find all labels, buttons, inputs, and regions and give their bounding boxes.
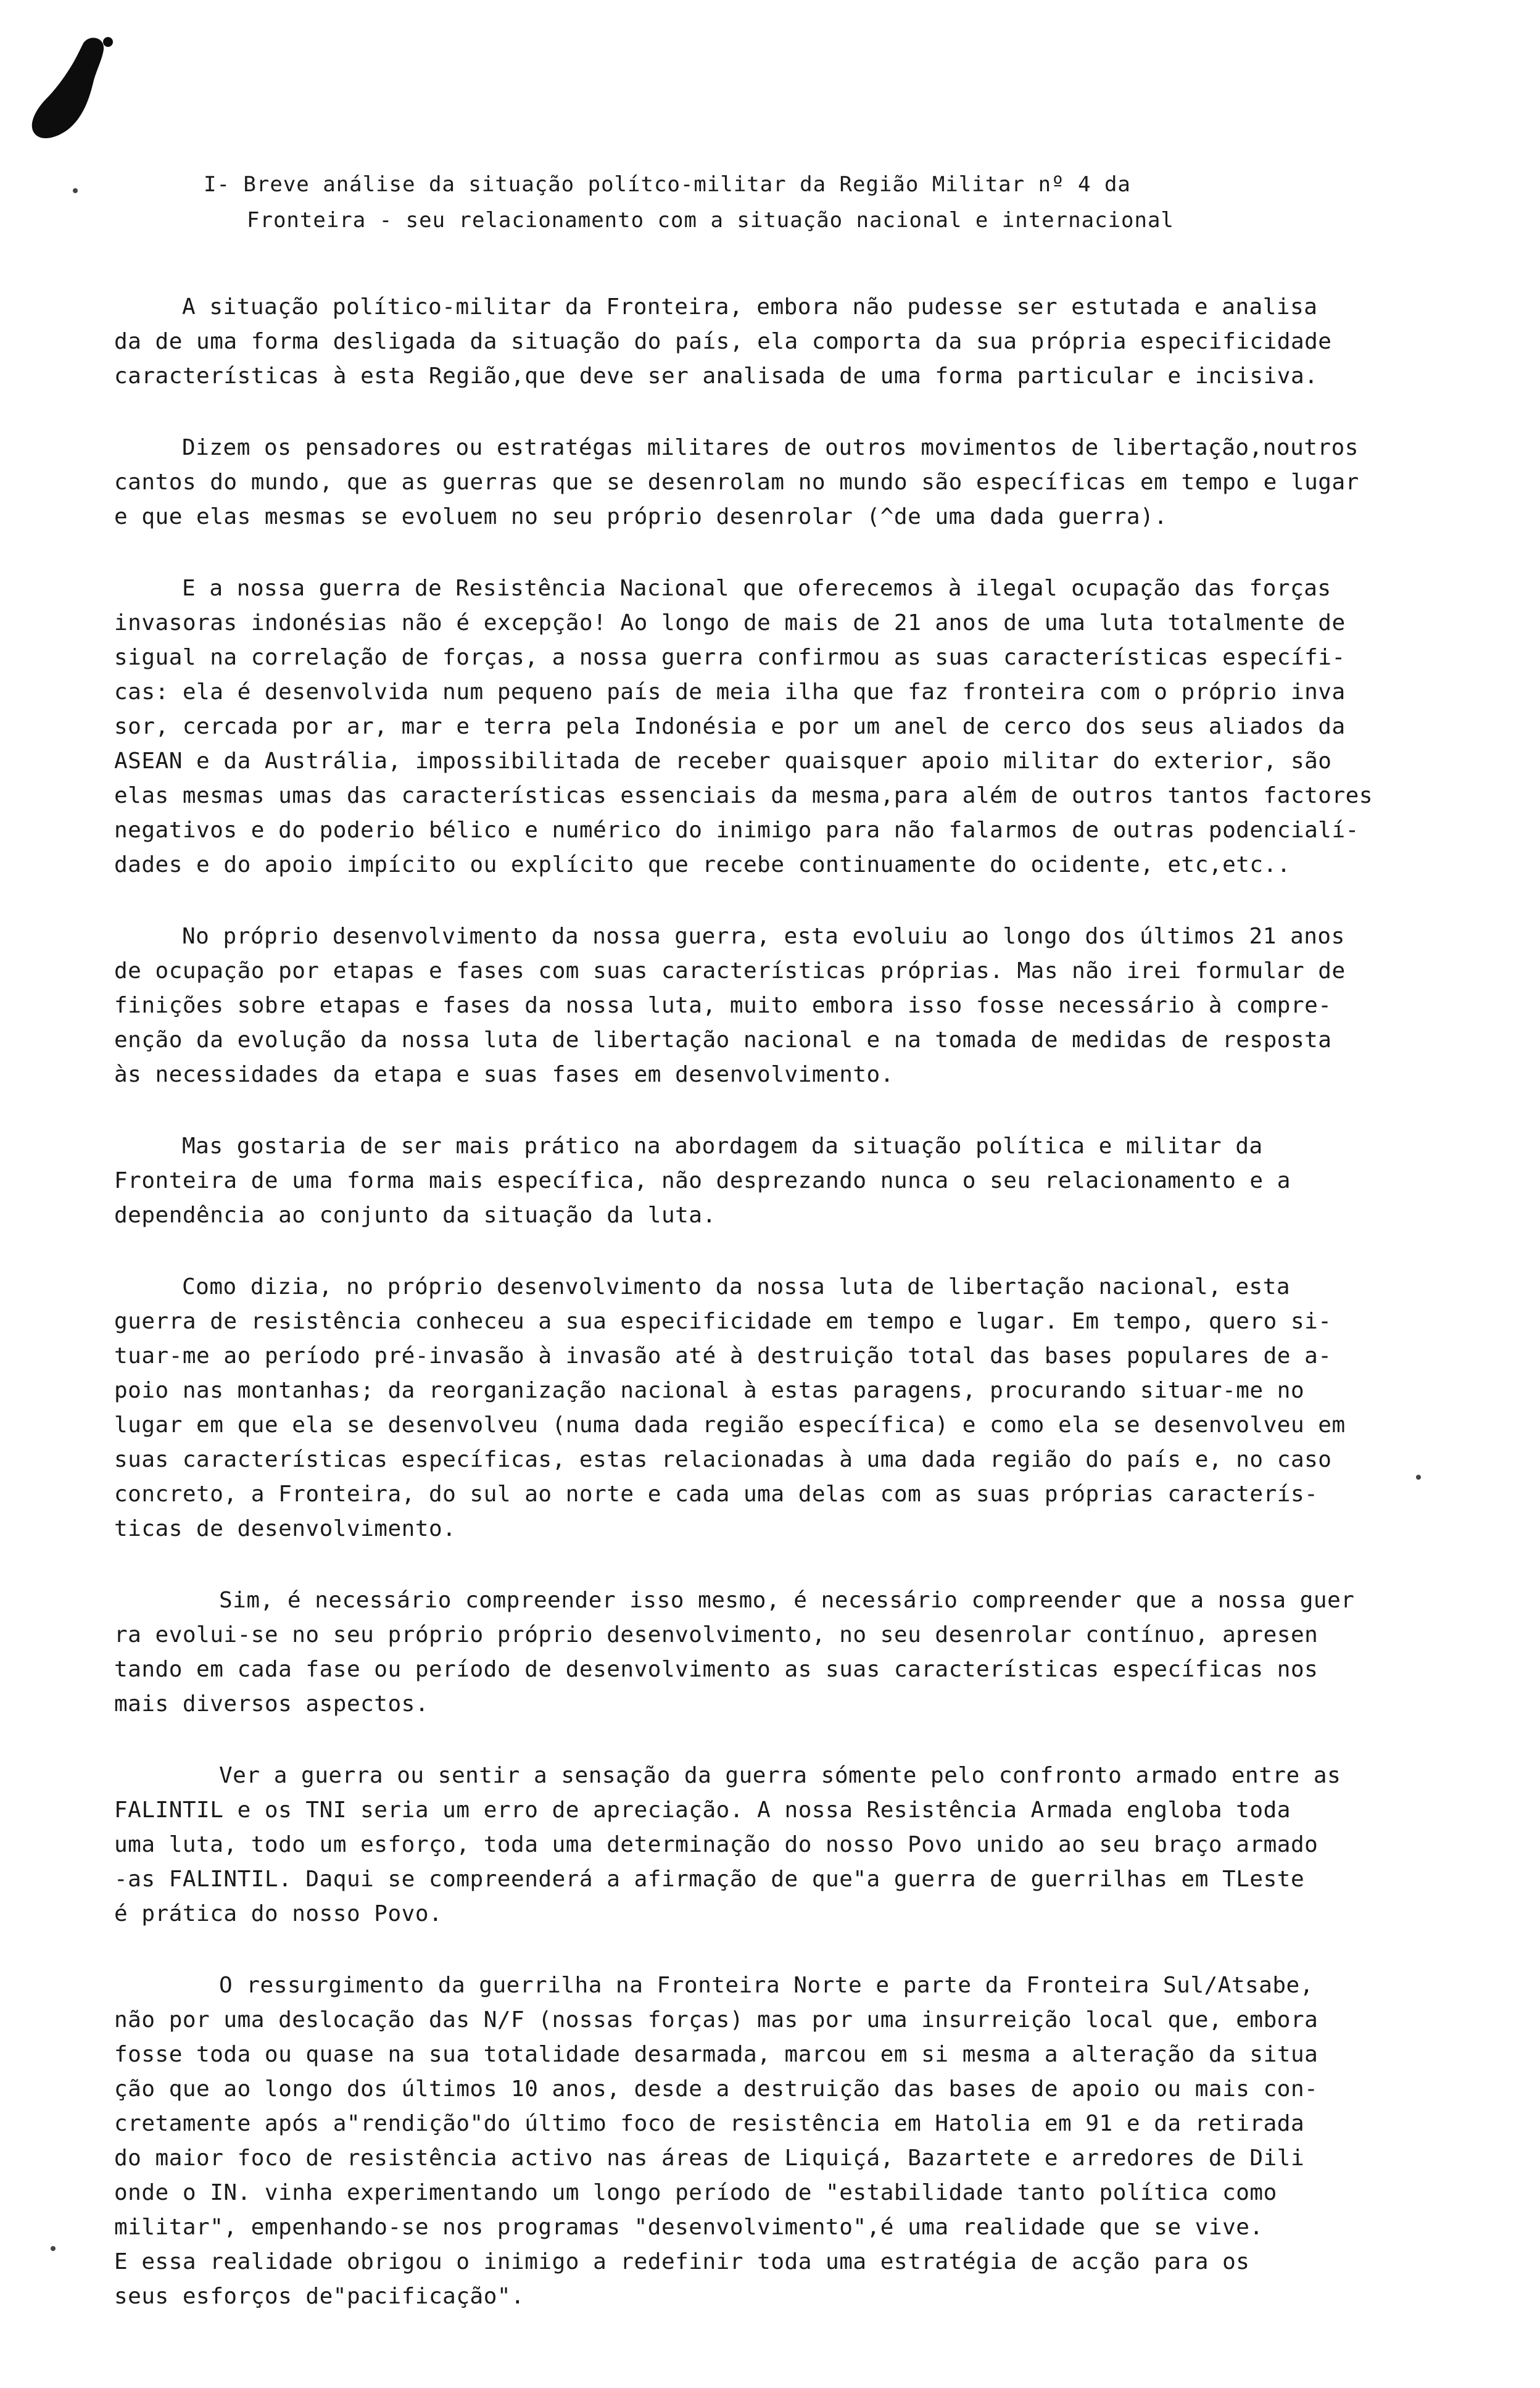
text-line: onde o IN. vinha experimentando um longo período de "estabilidade tanto política como [114, 2180, 1277, 2205]
text-line: mais diversos aspectos. [114, 1691, 429, 1717]
text-line: dependência ao conjunto da situação da luta. [114, 1203, 716, 1228]
text-line: suas características específicas, estas relacionadas à uma dada região do país e, no caso [114, 1447, 1332, 1472]
text-line: às necessidades da etapa e suas fases em desenvolvimento. [114, 1062, 894, 1087]
text-line: e que elas mesmas se evoluem no seu próprio desenrolar (^de uma dada guerra). [114, 504, 1168, 529]
text-line: ASEAN e da Austrália, impossibilitada de receber quaisquer apoio militar do exterior, são [114, 748, 1332, 774]
scan-speck [73, 188, 78, 193]
text-line: cretamente após a"rendição"do último foco de resistência em Hatolia em 91 e da retirada [114, 2111, 1305, 2136]
text-line: Fronteira de uma forma mais específica, não desprezando nunca o seu relacionamento e a [114, 1168, 1291, 1193]
text-line: ção que ao longo dos últimos 10 anos, desde a destruição das bases de apoio ou mais con- [114, 2076, 1319, 2102]
text-line: Dizem os pensadores ou estratégas militares de outros movimentos de libertação,noutros [182, 435, 1359, 460]
text-line: ra evolui-se no seu próprio próprio desenvolvimento, no seu desenrolar contínuo, apresen [114, 1622, 1319, 1648]
text-line: ticas de desenvolvimento. [114, 1516, 457, 1541]
paragraph [114, 1270, 1496, 1546]
text-line: O ressurgimento da guerrilha na Fronteira Norte e parte da Fronteira Sul/Atsabe, [219, 1973, 1314, 1998]
text-line: invasoras indonésias não é excepção! Ao longo de mais de 21 anos de uma luta totalmente de [114, 610, 1346, 636]
paragraph [114, 431, 1496, 534]
paragraph [114, 1583, 1496, 1722]
paragraph [114, 919, 1496, 1092]
text-line: militar", empenhando-se nos programas "desenvolvimento",é uma realidade que se vive. [114, 2215, 1264, 2240]
text-line: características à esta Região,que deve ser analisada de uma forma particular e incisiva. [114, 363, 1319, 389]
text-line: é prática do nosso Povo. [114, 1901, 443, 1926]
paragraph [114, 1129, 1496, 1233]
paragraph [114, 290, 1496, 394]
text-line: finições sobre etapas e fases da nossa luta, muito embora isso fosse necessário à compre- [114, 993, 1332, 1018]
scan-speck [51, 2246, 56, 2251]
text-line: tando em cada fase ou período de desenvolvimento as suas características específicas nos [114, 1657, 1319, 1682]
scan-speck [1416, 1475, 1421, 1480]
text-line: guerra de resistência conheceu a sua especificidade em tempo e lugar. Em tempo, quero si- [114, 1309, 1332, 1334]
text-line: negativos e do poderio bélico e numérico do inimigo para não falarmos de outras podencialí- [114, 818, 1359, 843]
text-line: cas: ela é desenvolvida num pequeno país de meia ilha que faz fronteira com o próprio inva [114, 679, 1346, 705]
paragraph [114, 1968, 1496, 2314]
text-line: do maior foco de resistência activo nas áreas de Liquiçá, Bazartete e arredores de Dili [114, 2145, 1305, 2171]
heading-line-1: I- Breve análise da situação polítco-militar da Região Militar nº 4 da [204, 172, 1131, 197]
text-line: sor, cercada por ar, mar e terra pela Indonésia e por um anel de cerco dos seus aliados da [114, 714, 1346, 739]
ink-blot [25, 31, 117, 154]
document-body [114, 290, 1496, 2351]
text-line: A situação político-militar da Fronteira, embora não pudesse ser estutada e analisa [182, 294, 1318, 320]
document-heading [204, 167, 1345, 238]
text-line: fosse toda ou quase na sua totalidade desarmada, marcou em si mesma a alteração da situa [114, 2042, 1319, 2067]
text-line: concreto, a Fronteira, do sul ao norte e cada uma delas com as suas próprias caracterís- [114, 1482, 1319, 1507]
text-line: poio nas montanhas; da reorganização nacional à estas paragens, procurando situar-me no [114, 1378, 1305, 1403]
text-line: Como dizia, no próprio desenvolvimento da nossa luta de libertação nacional, esta [182, 1274, 1291, 1300]
text-line: seus esforços de"pacificação". [114, 2284, 525, 2309]
text-line: lugar em que ela se desenvolveu (numa dada região específica) e como ela se desenvolveu em [114, 1412, 1346, 1438]
text-line: uma luta, todo um esforço, toda uma determinação do nosso Povo unido ao seu braço armado [114, 1832, 1319, 1857]
text-line: Sim, é necessário compreender isso mesmo, é necessário compreender que a nossa guer [219, 1588, 1355, 1613]
text-line: E a nossa guerra de Resistência Nacional que oferecemos à ilegal ocupação das forças [182, 576, 1331, 601]
text-line: da de uma forma desligada da situação do país, ela comporta da sua própria especificidade [114, 329, 1332, 354]
text-line: enção da evolução da nossa luta de libertação nacional e na tomada de medidas de resposta [114, 1027, 1332, 1053]
text-line: No próprio desenvolvimento da nossa guerra, esta evoluiu ao longo dos últimos 21 anos [182, 924, 1345, 949]
text-line: dades e do apoio impícito ou explícito que recebe continuamente do ocidente, etc,etc.. [114, 852, 1291, 877]
text-line: cantos do mundo, que as guerras que se desenrolam no mundo são específicas em tempo e lugar [114, 470, 1359, 495]
text-line: não por uma deslocação das N/F (nossas forças) mas por uma insurreição local que, embora [114, 2007, 1319, 2033]
text-line: tuar-me ao período pré-invasão à invasão até à destruição total das bases populares de a- [114, 1343, 1332, 1369]
text-line: sigual na correlação de forças, a nossa guerra confirmou as suas características específi- [114, 645, 1346, 670]
text-line: FALINTIL e os TNI seria um erro de apreciação. A nossa Resistência Armada engloba toda [114, 1797, 1291, 1823]
text-line: -as FALINTIL. Daqui se compreenderá a afirmação de que"a guerra de guerrilhas em TLeste [114, 1867, 1305, 1892]
text-line: E essa realidade obrigou o inimigo a redefinir toda uma estratégia de acção para os [114, 2249, 1250, 2274]
text-line: Ver a guerra ou sentir a sensação da guerra sómente pelo confronto armado entre as [219, 1763, 1341, 1788]
text-line: de ocupação por etapas e fases com suas características próprias. Mas não irei formular de [114, 958, 1346, 984]
heading-line-2: Fronteira - seu relacionamento com a situação nacional e internacional [247, 208, 1174, 233]
text-line: elas mesmas umas das características essenciais da mesma,para além de outros tantos factores [114, 783, 1373, 808]
paragraph [114, 571, 1496, 882]
text-line: Mas gostaria de ser mais prático na abordagem da situação política e militar da [182, 1134, 1263, 1159]
paragraph [114, 1759, 1496, 1931]
